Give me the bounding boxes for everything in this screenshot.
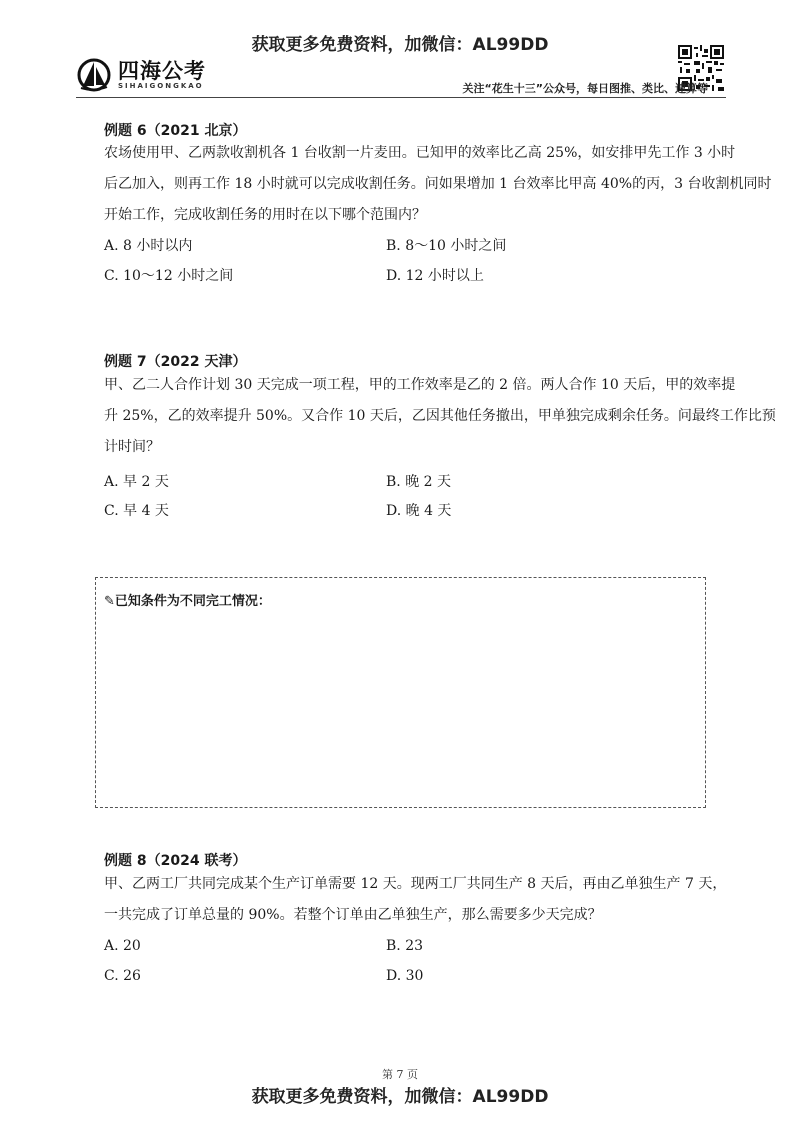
question-6-heading: 例题 6（2021 北京） [104, 123, 247, 139]
option-b: B. 晚 2 天 [386, 474, 451, 490]
top-banner: 获取更多免费资料，加微信：AL99DD [251, 35, 549, 55]
page-number: 第 7 页 [382, 1068, 418, 1081]
header-divider [76, 97, 726, 98]
text-line: 后乙加入，则再工作 18 小时就可以完成收割任务。问如果增加 1 台效率比甲高 40%的丙，3 台收割机同时 [104, 176, 772, 192]
option-d: D. 30 [386, 968, 424, 984]
option-a: A. 8 小时以内 [104, 238, 193, 254]
text-line: 农场使用甲、乙两款收割机各 1 台收割一片麦田。已知甲的效率比乙高 25%，如安排甲先工作 3 小时 [104, 145, 736, 161]
note-title [104, 590, 271, 609]
text-line: 升 25%，乙的效率提升 50%。又合作 10 天后，乙因其他任务撤出，甲单独完成剩余任务。问最终工作比预 [104, 408, 776, 424]
sail-logo-icon [76, 58, 112, 92]
option-c: C. 10～12 小时之间 [104, 268, 234, 284]
bottom-banner: 获取更多免费资料，加微信：AL99DD [251, 1087, 549, 1107]
option-c: C. 26 [104, 968, 141, 984]
text-line: 开始工作，完成收割任务的用时在以下哪个范围内？ [104, 207, 426, 223]
option-c: C. 早 4 天 [104, 503, 169, 519]
question-8-text [104, 869, 727, 931]
question-8-heading: 例题 8（2024 联考） [104, 853, 247, 869]
text-line: 甲、乙两工厂共同完成某个生产订单需要 12 天。现两工厂共同生产 8 天后，再由乙单独生产 7 天， [104, 876, 727, 892]
option-d: D. 12 小时以上 [386, 268, 484, 284]
option-d: D. 晚 4 天 [386, 503, 452, 519]
text-line: 一共完成了订单总量的 90%。若整个订单由乙单独生产，那么需要多少天完成？ [104, 907, 602, 923]
option-b: B. 8～10 小时之间 [386, 238, 507, 254]
note-box [95, 577, 706, 808]
note-title-text: 已知条件为不同完工情况： [114, 594, 271, 609]
option-a: A. 20 [104, 938, 141, 954]
option-a: A. 早 2 天 [104, 474, 169, 490]
pencil-icon: ✎ [104, 594, 115, 609]
brand-logo [76, 57, 236, 93]
text-line: 甲、乙二人合作计划 30 天完成一项工程，甲的工作效率是乙的 2 倍。两人合作 10 天后，甲的效率提 [104, 377, 736, 393]
logo-wordmark: 四海公考 [118, 58, 206, 83]
question-7-text [104, 370, 776, 463]
header-tagline: 关注“花生十三”公众号，每日图推、类比、速算等 [462, 82, 708, 95]
logo-subtext: SIHAIGONGKAO [118, 81, 204, 90]
option-b: B. 23 [386, 938, 424, 954]
question-7-heading: 例题 7（2022 天津） [104, 354, 247, 370]
text-line: 计时间？ [104, 439, 160, 455]
question-6-text [104, 138, 772, 231]
